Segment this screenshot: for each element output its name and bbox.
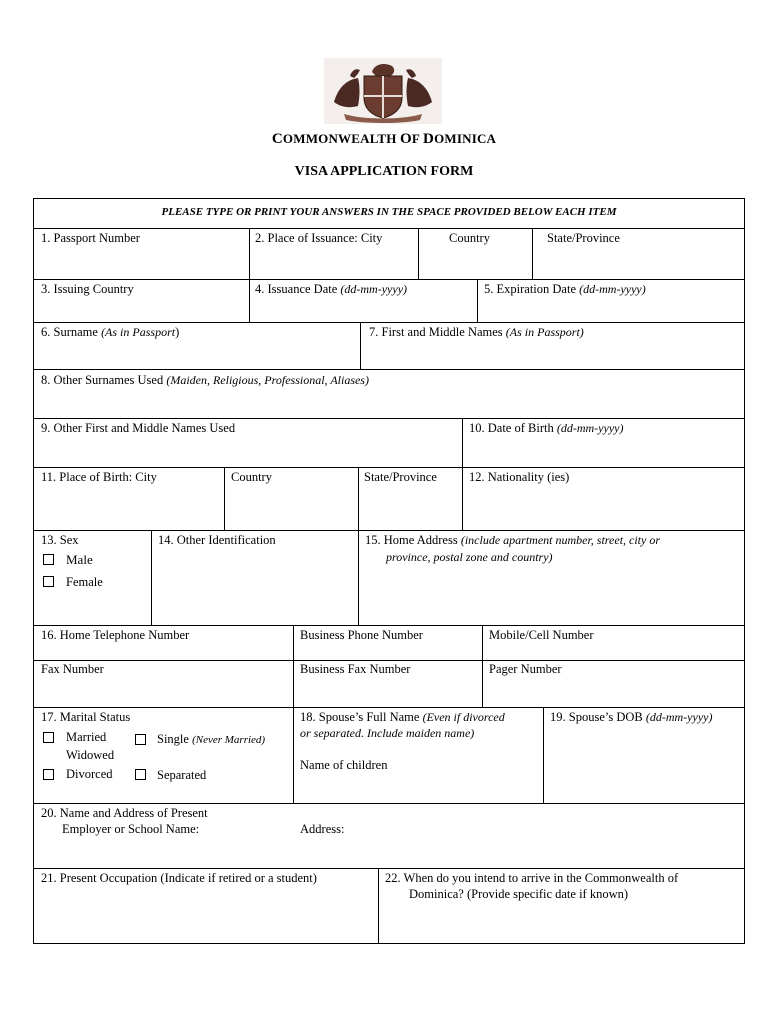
male-checkbox[interactable]: [43, 554, 54, 565]
employer-name-label: Employer or School Name:: [62, 822, 200, 836]
single-option-label: Single (Never Married): [157, 732, 266, 746]
employer-address-label: Address:: [300, 822, 345, 836]
home-address-label: 15. Home Address (include apartment number, street, city or: [365, 533, 661, 547]
arrival-date-hint: Dominica? (Provide specific date if known): [409, 887, 629, 901]
employer-label: 20. Name and Address of Present: [41, 806, 208, 820]
issuance-date-label: 4. Issuance Date (dd-mm-yyyy): [255, 282, 408, 296]
other-first-names-label: 9. Other First and Middle Names Used: [41, 421, 236, 435]
business-phone-label: Business Phone Number: [300, 628, 423, 642]
spouse-name-hint: or separated. Include maiden name): [300, 726, 475, 740]
home-telephone-label: 16. Home Telephone Number: [41, 628, 190, 642]
other-identification-label: 14. Other Identification: [158, 533, 276, 547]
birth-state-label: State/Province: [364, 470, 437, 484]
country-name: COMMONWEALTH OF DOMINICA: [271, 131, 497, 147]
birth-city-label: 11. Place of Birth: City: [41, 470, 157, 484]
home-address-hint: province, postal zone and country): [386, 550, 553, 564]
issuance-country-label: Country: [449, 231, 490, 245]
date-of-birth-label: 10. Date of Birth (dd-mm-yyyy): [469, 421, 624, 435]
marital-status-label: 17. Marital Status: [41, 710, 131, 724]
nationality-label: 12. Nationality (ies): [469, 470, 570, 484]
visa-application-form: [33, 198, 745, 944]
expiration-date-label: 5. Expiration Date (dd-mm-yyyy): [484, 282, 646, 296]
spouse-name-label: 18. Spouse’s Full Name (Even if divorced: [300, 710, 505, 724]
married-option-label: Married: [66, 730, 107, 744]
issuing-country-label: 3. Issuing Country: [41, 282, 134, 296]
divorced-option-label: Divorced: [66, 767, 113, 781]
widowed-option-label: Widowed: [66, 748, 115, 762]
children-names-label: Name of children: [300, 758, 388, 772]
pager-number-label: Pager Number: [489, 662, 562, 676]
divorced-checkbox[interactable]: [43, 769, 54, 780]
mobile-phone-label: Mobile/Cell Number: [489, 628, 594, 642]
form-instructions: PLEASE TYPE OR PRINT YOUR ANSWERS IN THE SPACE PROVIDED BELOW EACH ITEM: [161, 206, 617, 218]
surname-label: 6. Surname (As in Passport): [41, 325, 180, 339]
form-title: VISA APPLICATION FORM: [294, 164, 474, 179]
separated-checkbox[interactable]: [135, 769, 146, 780]
birth-country-label: Country: [231, 470, 272, 484]
business-fax-label: Business Fax Number: [300, 662, 411, 676]
coat-of-arms-emblem: [324, 58, 442, 124]
married-checkbox[interactable]: [43, 732, 54, 743]
spouse-dob-label: 19. Spouse’s DOB (dd-mm-yyyy): [550, 710, 713, 724]
issuance-city-label: 2. Place of Issuance: City: [255, 231, 383, 245]
sex-label: 13. Sex: [41, 533, 79, 547]
arrival-date-label: 22. When do you intend to arrive in the Commonwealth of: [385, 871, 679, 885]
single-checkbox[interactable]: [135, 734, 146, 745]
separated-option-label: Separated: [157, 768, 207, 782]
first-middle-names-label: 7. First and Middle Names (As in Passport): [369, 325, 584, 339]
passport-number-label: 1. Passport Number: [41, 231, 140, 245]
other-surnames-label: 8. Other Surnames Used (Maiden, Religious, Professional, Aliases): [41, 373, 369, 387]
issuance-state-label: State/Province: [547, 231, 620, 245]
female-option-label: Female: [66, 575, 103, 589]
occupation-label: 21. Present Occupation (Indicate if retired or a student): [41, 871, 317, 885]
fax-number-label: Fax Number: [41, 662, 104, 676]
female-checkbox[interactable]: [43, 576, 54, 587]
male-option-label: Male: [66, 552, 93, 567]
